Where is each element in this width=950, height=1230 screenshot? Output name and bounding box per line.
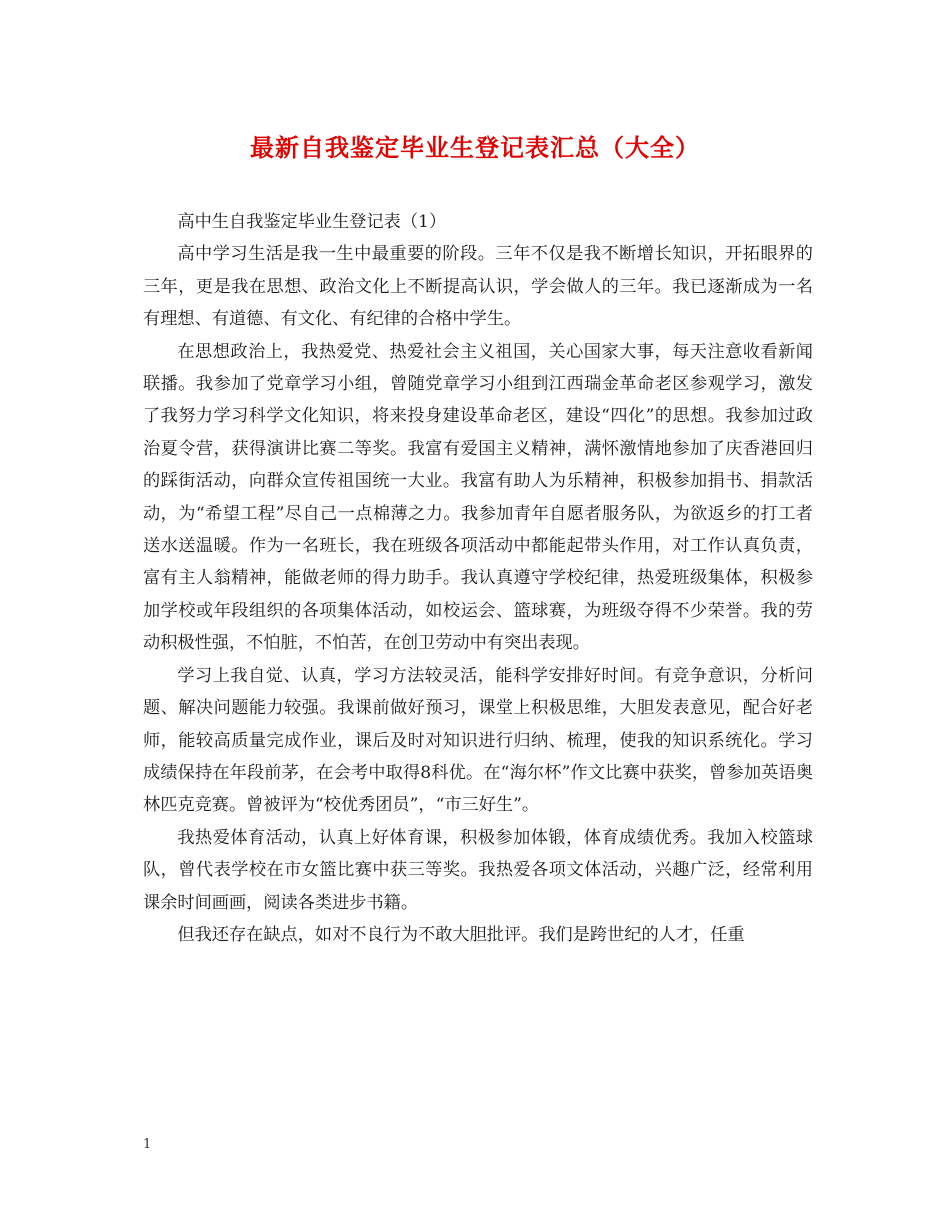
paragraph-shortcomings: 但我还存在缺点，如对不良行为不敢大胆批评。我们是跨世纪的人才，任重 [177, 924, 745, 945]
document-title: 最新自我鉴定毕业生登记表汇总（大全） [250, 133, 700, 162]
paragraph-study: 学习上我自觉、认真，学习方法较灵活，能科学安排好时间。有竞争意识，分析问题、解决问题能力较强。我课前做好预习，课堂上积极思维，大胆发表意见，配合好老师，能较高质量完成作业，课后及时对知识进行归纳、梳理，使我的知识系统化。学习成绩保持在年段前茅，在会考中取得8科优。在“海尔杯”作文比赛中获奖，曾参加英语奥林匹克竞赛。曾被评为“校优秀团员”，“市三好生”。 [143, 665, 813, 816]
section-heading: 高中生自我鉴定毕业生登记表（1） [177, 212, 447, 232]
document-body [143, 206, 813, 951]
paragraph-intro: 高中学习生活是我一生中最重要的阶段。三年不仅是我不断增长知识，开拓眼界的三年，更是我在思想、政治文化上不断提高认识，学会做人的三年。我已逐渐成为一名有理想、有道德、有文化、有纪律的合格中学生。 [143, 244, 813, 330]
page-number: 1 [143, 1137, 152, 1152]
paragraph-sports: 我热爱体育活动，认真上好体育课，积极参加体锻，体育成绩优秀。我加入校篮球队，曾代表学校在市女篮比赛中获三等奖。我热爱各项文体活动，兴趣广泛，经常利用课余时间画画，阅读各类进步书籍。 [143, 827, 813, 913]
paragraph-politics: 在思想政治上，我热爱党、热爱社会主义祖国，关心国家大事，每天注意收看新闻联播。我参加了党章学习小组，曾随党章学习小组到江西瑞金革命老区参观学习，激发了我努力学习科学文化知识，将来投身建设革命老区，建设“四化”的思想。我参加过政治夏令营，获得演讲比赛二等奖。我富有爱国主义精神，满怀激情地参加了庆香港回归的踩街活动，向群众宣传祖国统一大业。我富有助人为乐精神，积极参加捐书、捐款活动，为“希望工程”尽自己一点棉薄之力。我参加青年自愿者服务队，为欲返乡的打工者送水送温暖。作为一名班长，我在班级各项活动中都能起带头作用，对工作认真负责，富有主人翁精神，能做老师的得力助手。我认真遵守学校纪律，热爱班级集体，积极参加学校或年段组织的各项集体活动，如校运会、篮球赛，为班级夺得不少荣誉。我的劳动积极性强，不怕脏，不怕苦，在创卫劳动中有突出表现。 [143, 341, 813, 654]
